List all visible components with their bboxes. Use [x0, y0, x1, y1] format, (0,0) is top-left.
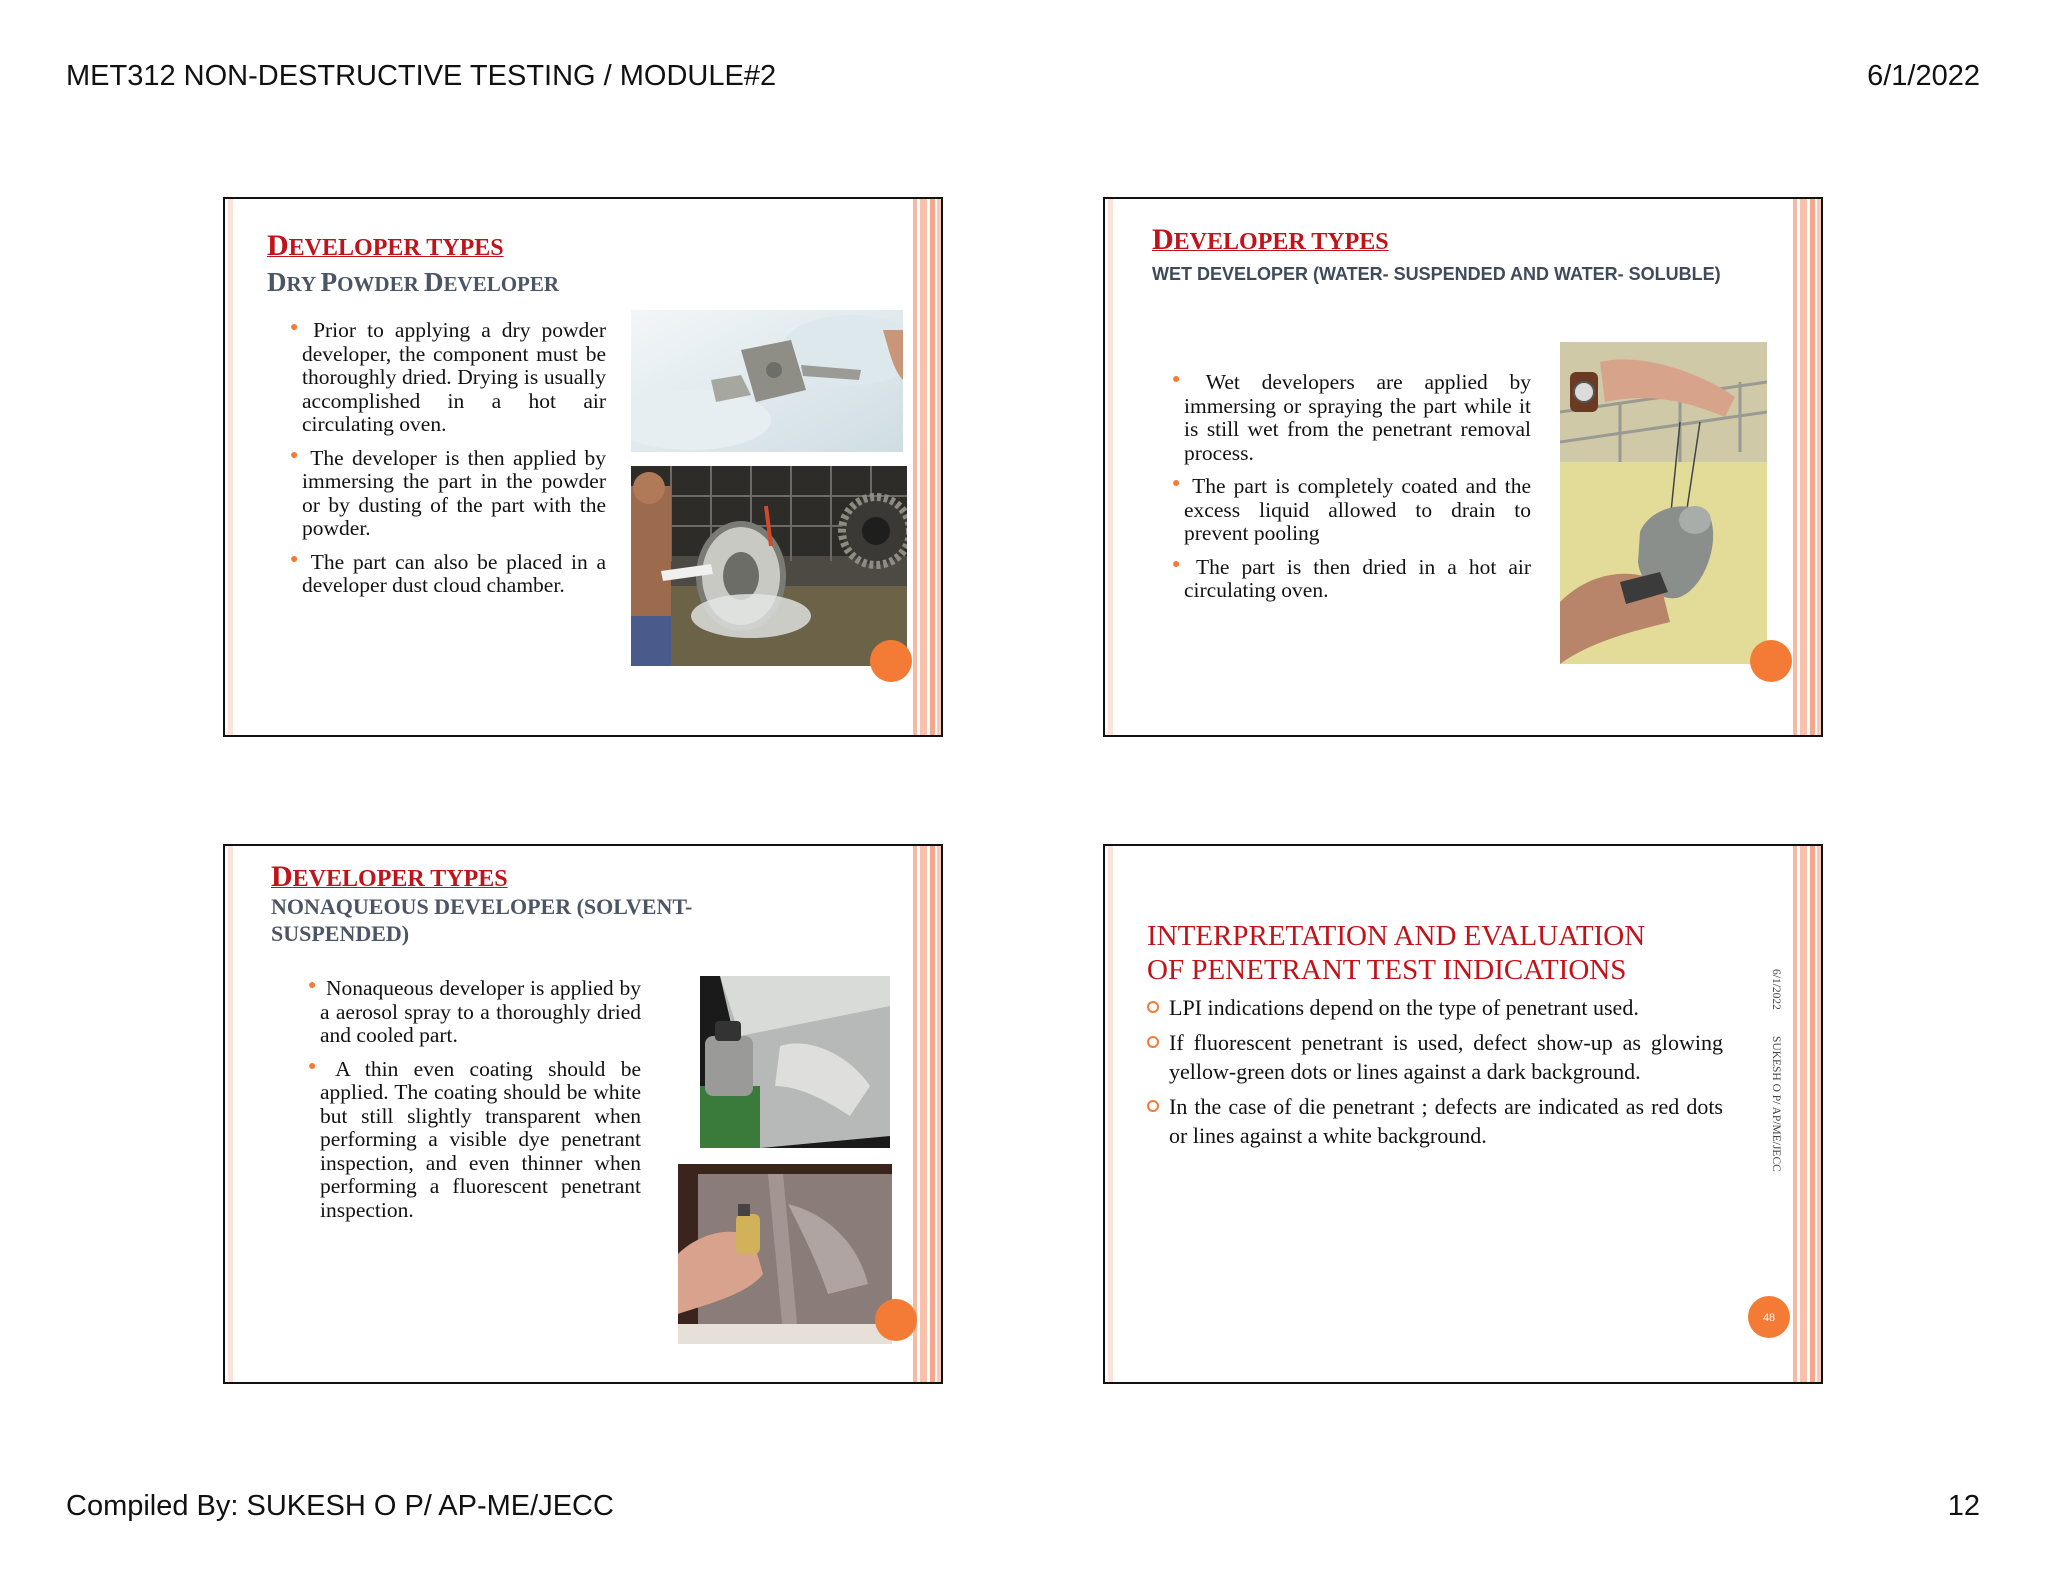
- bullet-list: [1172, 370, 1531, 613]
- slide-interpretation-evaluation: [1103, 844, 1823, 1384]
- page-date: 6/1/2022: [1867, 60, 1980, 92]
- slide-subtitle-line1: NONAQUEOUS DEVELOPER (SOLVENT-: [271, 894, 693, 919]
- page-number: 12: [1947, 1490, 1980, 1522]
- bullet-item: ● The part is then dried in a hot air circulating oven.: [1172, 554, 1531, 602]
- bullet-item: ● The part is completely coated and the excess liquid allowed to drain to prevent pooling: [1172, 474, 1531, 545]
- slide-title-line1: INTERPRETATION AND EVALUATION: [1147, 920, 1646, 952]
- photo-powder-bed: [631, 310, 903, 452]
- slide-corner-dot: [1750, 640, 1792, 682]
- slide-right-stripes: [911, 199, 941, 735]
- slide-title: DEVELOPER TYPES: [267, 229, 504, 262]
- bullet-list: [1147, 993, 1723, 1156]
- bullet-item: LPI indications depend on the type of penetrant used.: [1147, 993, 1723, 1022]
- slide-title: DEVELOPER TYPES: [1152, 223, 1389, 256]
- slide-dry-powder-developer: [223, 197, 943, 737]
- slide-left-strip: [1108, 199, 1113, 735]
- slide-subtitle: DRY POWDER DEVELOPER: [267, 267, 560, 297]
- photo-aerosol-spray-pipe: [700, 976, 890, 1148]
- bullet-item: ● Prior to applying a dry powder developer, the component must be thoroughly dried. Drying is usually accomplished in a hot air circulating oven.: [290, 318, 606, 436]
- slide-left-strip: [1108, 846, 1113, 1382]
- course-title: MET312 NON-DESTRUCTIVE TESTING / MODULE#2: [66, 60, 777, 92]
- bullet-item: ● The part can also be placed in a developer dust cloud chamber.: [290, 549, 607, 597]
- side-date: 6/1/2022: [1770, 969, 1782, 1010]
- slide-title-line2: OF PENETRANT TEST INDICATIONS: [1147, 954, 1627, 986]
- slide-wet-developer: [1103, 197, 1823, 737]
- bullet-item: ● Wet developers are applied by immersing or spraying the part while it is still wet from the penetrant removal process.: [1172, 370, 1531, 465]
- slide-corner-dot: [870, 640, 912, 682]
- bullet-list: [290, 318, 607, 608]
- slide-number-badge: 48: [1748, 1296, 1790, 1338]
- slide-left-strip: [228, 846, 233, 1382]
- slide-title: DEVELOPER TYPES: [271, 860, 508, 893]
- slide-left-strip: [228, 199, 233, 735]
- compiled-by: Compiled By: SUKESH O P/ AP-ME/JECC: [66, 1490, 614, 1522]
- slide-corner-dot: [875, 1299, 917, 1341]
- bullet-item: ● The developer is then applied by immersing the part in the powder or by dusting of the part with the powder.: [290, 445, 607, 540]
- slide-right-stripes: [1791, 199, 1821, 735]
- slide-subtitle: WET DEVELOPER (WATER- SUSPENDED AND WATER- SOLUBLE): [1152, 264, 1721, 284]
- slide-nonaqueous-developer: [223, 844, 943, 1384]
- bullet-item: In the case of die penetrant ; defects are indicated as red dots or lines against a white background.: [1147, 1092, 1723, 1150]
- photo-wet-immersion: [1560, 342, 1767, 664]
- bullet-item: If fluorescent penetrant is used, defect show-up as glowing yellow-green dots or lines against a dark background.: [1147, 1028, 1723, 1086]
- photo-hand-spraying-plate: [678, 1164, 892, 1344]
- bullet-list: [308, 976, 642, 1232]
- slide-subtitle-line2: SUSPENDED): [271, 921, 410, 946]
- slide-right-stripes: [1791, 846, 1821, 1382]
- bullet-item: ● Nonaqueous developer is applied by a aerosol spray to a thoroughly dried and cooled part.: [308, 976, 642, 1047]
- side-author: SUKESH O P/ AP/ME/JECC: [1770, 1036, 1782, 1172]
- photo-dusting-wheel: [631, 466, 907, 666]
- bullet-item: ● A thin even coating should be applied. The coating should be white but still slightly transparent when performing a visible dye penetrant inspection, and even thinner when performing a fluorescent penetrant inspection.: [308, 1056, 642, 1222]
- slide-right-stripes: [911, 846, 941, 1382]
